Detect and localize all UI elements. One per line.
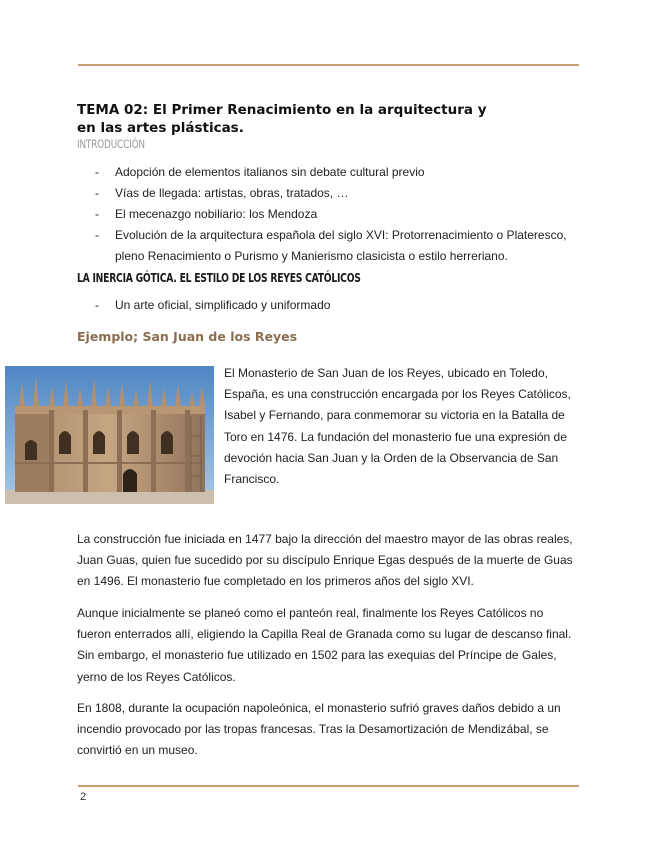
list-item: - Vías de llegada: artistas, obras, tratados, … <box>95 183 577 204</box>
list-item: - Un arte oficial, simplificado y uniformado <box>95 295 577 316</box>
paragraph-pantheon: Aunque inicialmente se planeó como el panteón real, finalmente los Reyes Católicos no fueron enterrados allí, eligiendo la Capilla Real de Granada como su lugar de descanso final. Sin embargo, el monasterio fue utilizado en 1502 para las exequias del Príncipe de Gales, yerno de los Reyes Católicos. <box>77 606 572 684</box>
document-title: TEMA 02: El Primer Renacimiento en la arquitectura y en las artes plásticas. <box>77 102 487 136</box>
footer-rule <box>78 785 579 787</box>
monastery-photo <box>5 366 214 504</box>
list-item: - El mecenazgo nobiliario: los Mendoza <box>95 204 577 225</box>
list-item: - Evolución de la arquitectura española del siglo XVI: Protorrenacimiento o Plateresco, pleno Renacimiento o Purismo y Manierismo clasicista o estilo herreriano. <box>95 225 577 267</box>
gothic-heading: LA INERCIA GÓTICA. EL ESTILO DE LOS REYES CATÓLICOS <box>77 270 361 285</box>
example-heading: Ejemplo; San Juan de los Reyes <box>77 329 298 344</box>
intro-heading: INTRODUCCIÓN <box>77 137 145 151</box>
paragraph-intro: El Monasterio de San Juan de los Reyes, ubicado en Toledo, España, es una construcción encargada por los Reyes Católicos, Isabel y Fernando, para conmemorar su victoria en la Batalla de Toro en 1476. La fundación del monasterio fue una expresión de devoción hacia San Juan y la Orden de la Observancia de San Francisco. <box>224 366 571 487</box>
paragraph-occupation: En 1808, durante la ocupación napoleónica, el monasterio sufrió graves daños debido a un incendio provocado por las tropas francesas. Tras la Desamortización de Mendizábal, se convirtió en un museo. <box>77 701 561 758</box>
header-rule <box>78 64 579 66</box>
page-number: 2 <box>80 791 87 803</box>
paragraph-construction: La construcción fue iniciada en 1477 bajo la dirección del maestro mayor de las obras reales, Juan Guas, quien fue sucedido por su discípulo Enrique Egas después de la muerte de Guas en 1496. El monasterio fue completado en los primeros años del siglo XVI. <box>77 532 573 589</box>
gothic-list <box>95 295 577 316</box>
intro-list <box>95 162 577 267</box>
list-item: - Adopción de elementos italianos sin debate cultural previo <box>95 162 577 183</box>
